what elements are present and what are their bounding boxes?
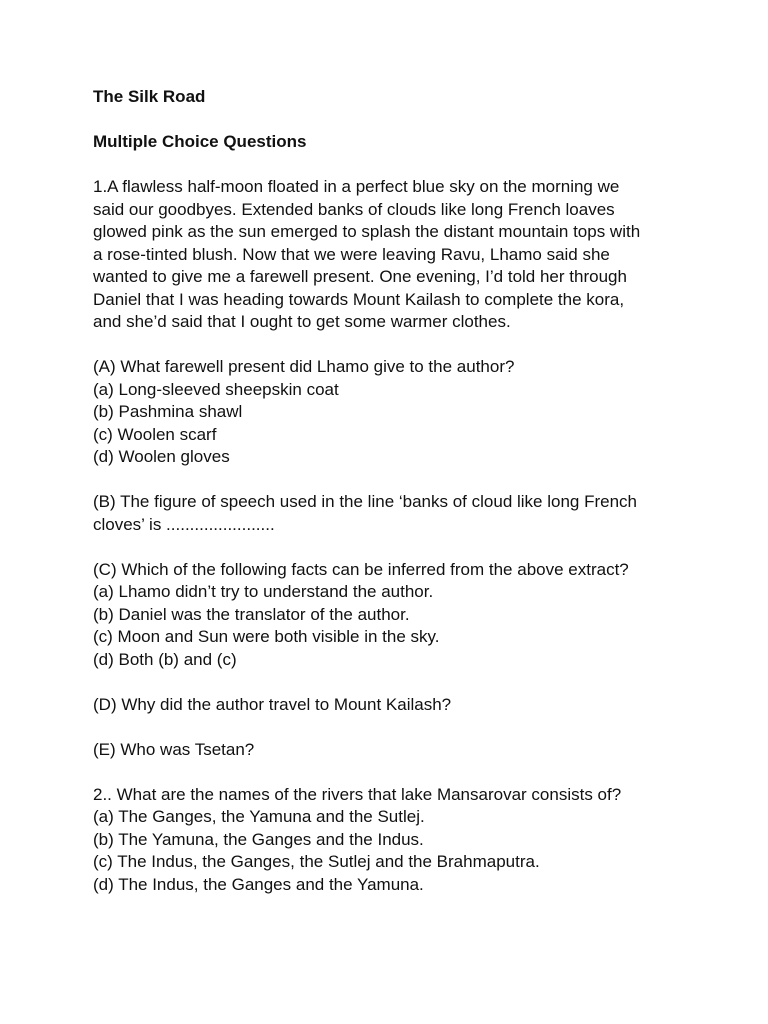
question-a [93, 356, 693, 469]
answer-option: (c) Moon and Sun were both visible in the sky. [93, 627, 440, 646]
answer-option: (b) The Yamuna, the Ganges and the Indus. [93, 829, 424, 849]
question-text: (D) Why did the author travel to Mount Kailash? [93, 694, 452, 714]
question-text: cloves’ is ....................... [93, 514, 275, 534]
answer-option: (b) Pashmina shawl [93, 402, 243, 421]
passage-line: said our goodbyes. Extended banks of clouds like long French loaves [93, 199, 615, 219]
question-text: 2.. What are the names of the rivers that lake Mansarovar consists of? [93, 784, 622, 804]
passage-line: a rose-tinted blush. Now that we were leaving Ravu, Lhamo said she [93, 244, 610, 264]
passage-line: glowed pink as the sun emerged to splash the distant mountain tops with [93, 222, 641, 241]
question-text: (A) What farewell present did Lhamo give to the author? [93, 357, 515, 376]
passage-line: Daniel that I was heading towards Mount Kailash to complete the kora, [93, 289, 625, 309]
answer-option: (b) Daniel was the translator of the author. [93, 604, 410, 624]
passage-line: 1.A flawless half-moon floated in a perfect blue sky on the morning we [93, 177, 620, 196]
passage-line: and she’d said that I ought to get some warmer clothes. [93, 312, 511, 331]
section-heading: Multiple Choice Questions [93, 132, 307, 151]
passage-line: wanted to give me a farewell present. One evening, I’d told her through [93, 267, 627, 286]
document-page [93, 86, 693, 919]
passage [93, 176, 693, 334]
answer-option: (a) The Ganges, the Yamuna and the Sutlej. [93, 807, 425, 826]
question-c [93, 559, 693, 672]
answer-option: (c) The Indus, the Ganges, the Sutlej and the Brahmaputra. [93, 852, 540, 871]
document-title: The Silk Road [93, 87, 206, 106]
question-text: (B) The figure of speech used in the line ‘banks of cloud like long French [93, 492, 637, 511]
question-text: (C) Which of the following facts can be inferred from the above extract? [93, 559, 629, 579]
answer-option: (d) Both (b) and (c) [93, 649, 237, 669]
question-2 [93, 784, 693, 897]
answer-option: (d) The Indus, the Ganges and the Yamuna. [93, 874, 424, 894]
question-text: (E) Who was Tsetan? [93, 739, 255, 759]
question-d [93, 694, 693, 717]
question-e [93, 739, 693, 762]
question-b [93, 491, 693, 536]
answer-option: (a) Lhamo didn’t try to understand the author. [93, 582, 434, 601]
answer-option: (c) Woolen scarf [93, 424, 217, 444]
answer-option: (d) Woolen gloves [93, 447, 230, 466]
answer-option: (a) Long-sleeved sheepskin coat [93, 379, 339, 399]
